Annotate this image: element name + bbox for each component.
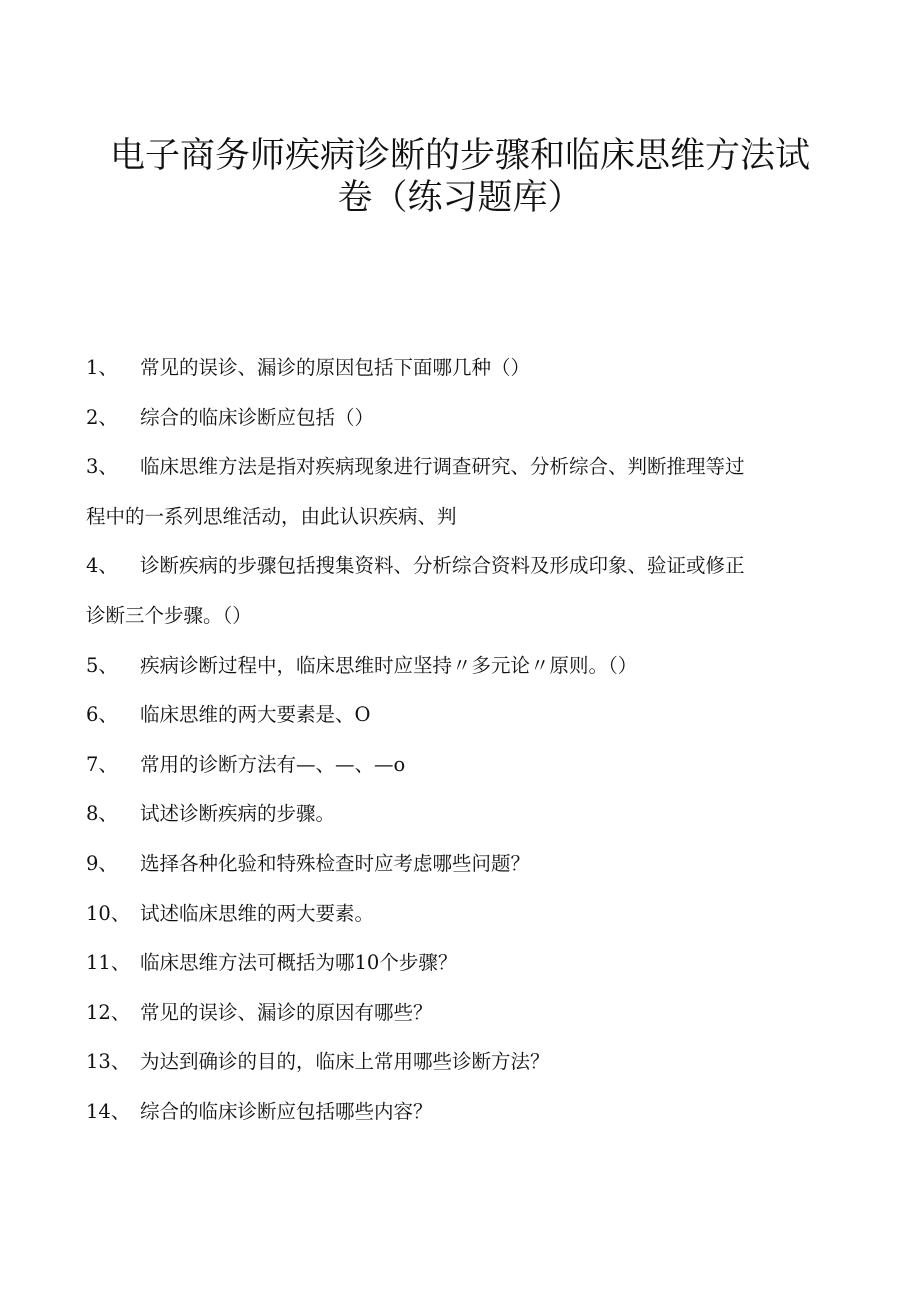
question-number: 2、 bbox=[86, 405, 118, 429]
question-item bbox=[86, 1037, 826, 1087]
question-item bbox=[86, 690, 826, 740]
question-text: 常见的误诊、漏诊的原因包括下面哪几种（） bbox=[140, 356, 531, 379]
question-text: 疾病诊断过程中，临床思维时应坚持〃多元论〃原则。（） bbox=[140, 653, 638, 677]
question-number: 1、 bbox=[86, 356, 118, 379]
question-item bbox=[86, 641, 826, 691]
question-item bbox=[86, 988, 826, 1038]
question-item bbox=[86, 343, 826, 393]
question-item bbox=[86, 889, 826, 939]
question-number: 6、 bbox=[86, 703, 118, 727]
question-text: 试述临床思维的两大要素。 bbox=[140, 901, 375, 925]
question-list bbox=[86, 343, 826, 1137]
question-text-continued: 程中的一系列思维活动，由此认识疾病、判 bbox=[86, 504, 457, 528]
question-item bbox=[86, 839, 826, 889]
question-number: 9、 bbox=[86, 851, 118, 875]
question-text: 试述诊断疾病的步骤。 bbox=[140, 802, 336, 826]
document-title-line-2: 卷（练习题库） bbox=[337, 178, 583, 218]
question-number: 7、 bbox=[86, 752, 118, 776]
question-text: 常用的诊断方法有—、—、—o bbox=[140, 752, 406, 776]
question-number: 12、 bbox=[86, 1000, 131, 1024]
question-number: 11、 bbox=[86, 951, 131, 975]
question-number: 4、 bbox=[86, 554, 118, 578]
question-text-continued: 诊断三个步骤。（） bbox=[86, 603, 252, 627]
question-text: 为达到确诊的目的，临床上常用哪些诊断方法？ bbox=[140, 1050, 550, 1074]
question-item bbox=[86, 393, 826, 443]
question-number: 3、 bbox=[86, 455, 118, 479]
question-number: 8、 bbox=[86, 802, 118, 826]
question-number: 13、 bbox=[86, 1050, 131, 1074]
question-item bbox=[86, 442, 826, 541]
question-item bbox=[86, 789, 826, 839]
question-text: 常见的误诊、漏诊的原因有哪些？ bbox=[140, 1000, 433, 1024]
question-text: 选择各种化验和特殊检查时应考虑哪些问题？ bbox=[140, 851, 531, 875]
question-text: 临床思维方法是指对疾病现象进行调查研究、分析综合、判断推理等过 bbox=[140, 455, 745, 479]
question-text: 临床思维的两大要素是、O bbox=[140, 703, 371, 727]
question-item bbox=[86, 1087, 826, 1137]
question-text: 综合的临床诊断应包括（） bbox=[140, 405, 375, 429]
question-item bbox=[86, 938, 826, 988]
question-number: 5、 bbox=[86, 653, 118, 677]
question-item bbox=[86, 740, 826, 790]
document-title-line-1: 电子商务师疾病诊断的步骤和临床思维方法试 bbox=[109, 136, 810, 176]
question-text: 诊断疾病的步骤包括搜集资料、分析综合资料及形成印象、验证或修正 bbox=[140, 554, 745, 578]
question-number: 14、 bbox=[86, 1099, 131, 1123]
question-item bbox=[86, 541, 826, 640]
question-text: 综合的临床诊断应包括哪些内容？ bbox=[140, 1099, 433, 1123]
question-number: 10、 bbox=[86, 901, 131, 925]
question-text: 临床思维方法可概括为哪10个步骤？ bbox=[140, 951, 458, 975]
